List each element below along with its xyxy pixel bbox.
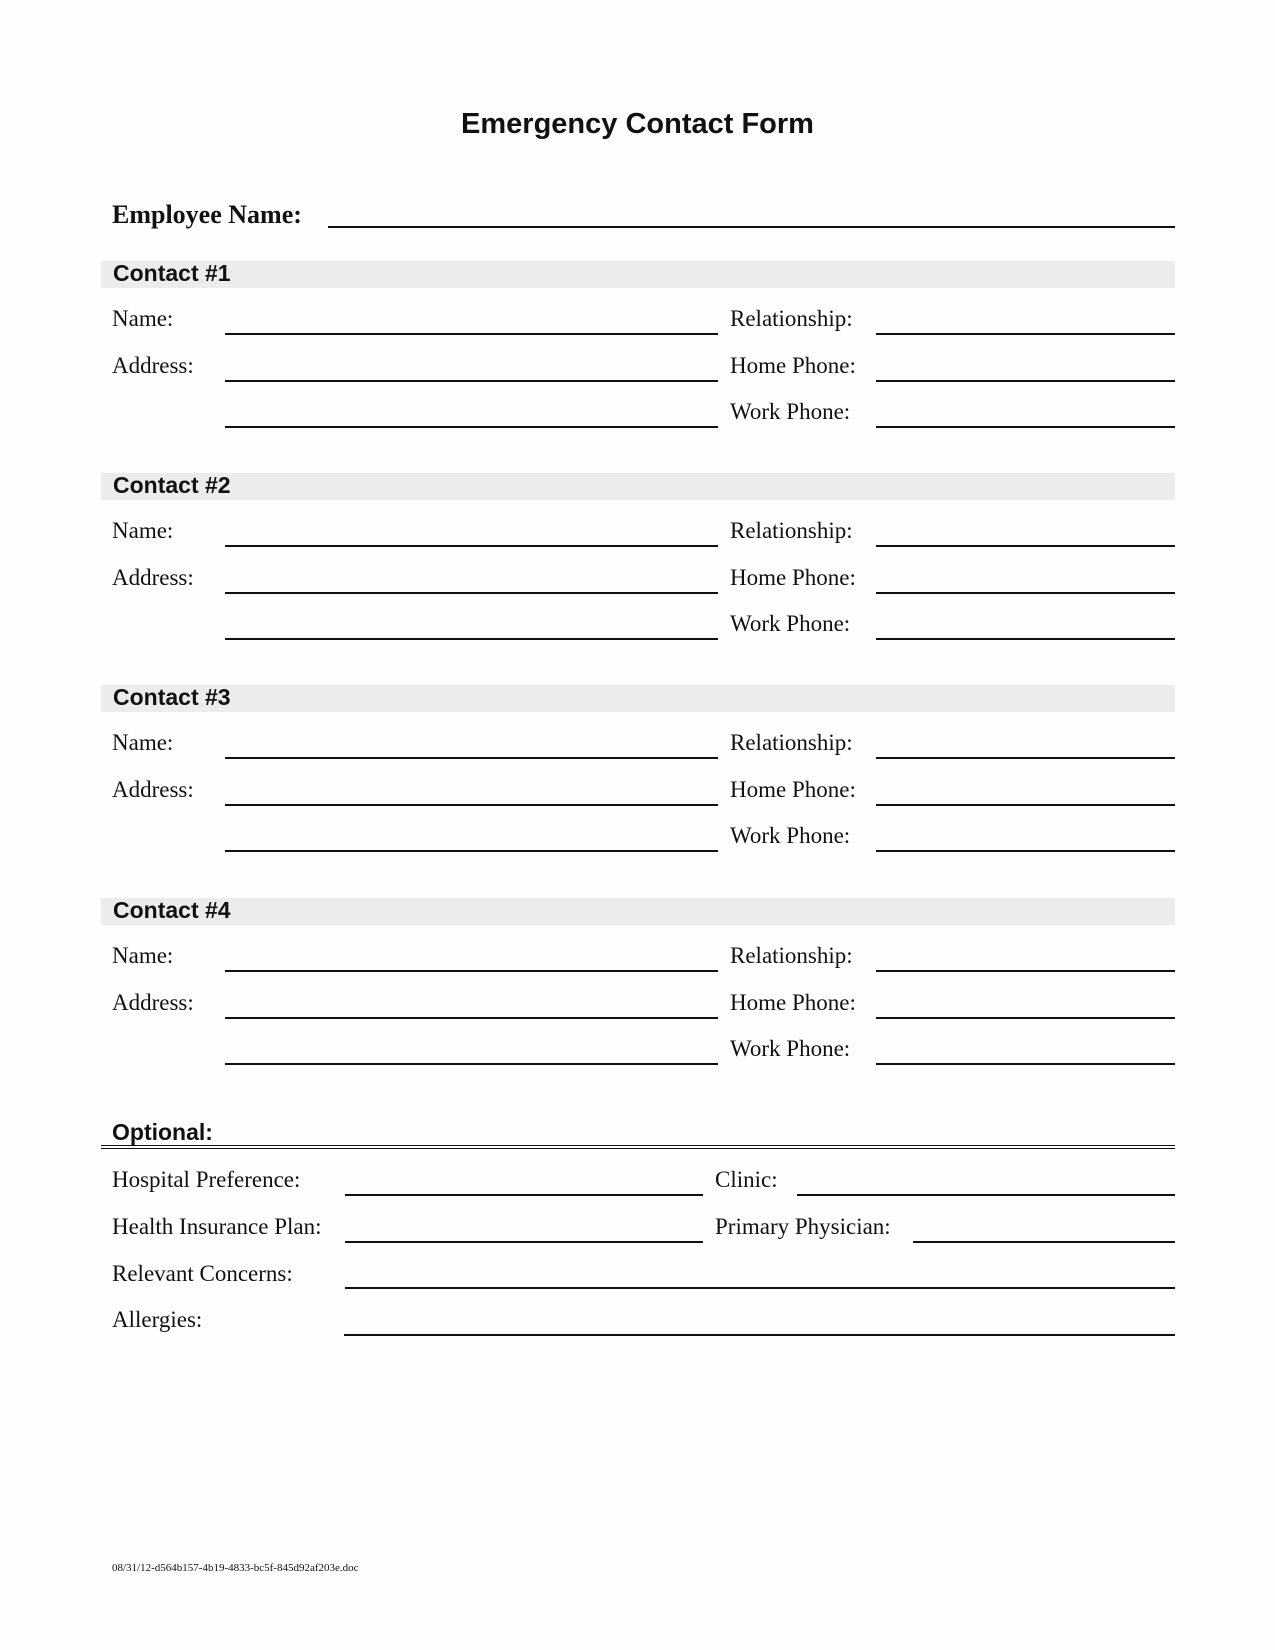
contact-1-name-field[interactable]: [225, 333, 718, 335]
optional-divider: [101, 1145, 1175, 1149]
contact-1-work-phone-label: Work Phone:: [730, 399, 851, 424]
contact-4-address-field[interactable]: [225, 1017, 718, 1019]
contact-4-relationship-label: Relationship:: [730, 943, 853, 968]
contact-3-address-field[interactable]: [225, 804, 718, 806]
contact-2-header: [101, 473, 1175, 500]
employee-name-field[interactable]: [328, 226, 1175, 228]
contact-2-relationship-field[interactable]: [876, 545, 1175, 547]
contact-3-work-phone-label: Work Phone:: [730, 823, 851, 848]
contact-2-home-phone-field[interactable]: [876, 592, 1175, 594]
contact-2-address-field[interactable]: [225, 592, 718, 594]
contact-2-address-line-2-field[interactable]: [225, 638, 718, 640]
contact-2-work-phone-label: Work Phone:: [730, 611, 851, 636]
contact-2-relationship-label: Relationship:: [730, 518, 853, 543]
contact-1-home-phone-field[interactable]: [876, 380, 1175, 382]
primary-physician-label: Primary Physician:: [715, 1214, 891, 1239]
contact-3-home-phone-label: Home Phone:: [730, 777, 856, 802]
contact-1-work-phone-field[interactable]: [876, 426, 1175, 428]
document-footer: 08/31/12-d564b157-4b19-4833-bc5f-845d92af203e.doc: [112, 1562, 359, 1574]
contact-3-address-label: Address:: [112, 777, 194, 802]
contact-3-name-field[interactable]: [225, 757, 718, 759]
contact-4-name-field[interactable]: [225, 970, 718, 972]
contact-3-relationship-label: Relationship:: [730, 730, 853, 755]
hospital-preference-field[interactable]: [345, 1194, 703, 1196]
contact-4-work-phone-field[interactable]: [876, 1063, 1175, 1065]
form-title: Emergency Contact Form: [461, 108, 814, 140]
contact-3-name-label: Name:: [112, 730, 174, 755]
health-insurance-field[interactable]: [345, 1241, 703, 1243]
contact-4-relationship-field[interactable]: [876, 970, 1175, 972]
contact-3-heading: Contact #3: [113, 684, 231, 710]
contact-1-relationship-field[interactable]: [876, 333, 1175, 335]
relevant-concerns-label: Relevant Concerns:: [112, 1261, 293, 1286]
contact-1-address-field[interactable]: [225, 380, 718, 382]
clinic-field[interactable]: [797, 1194, 1175, 1196]
contact-4-address-line-2-field[interactable]: [225, 1063, 718, 1065]
optional-heading: Optional:: [112, 1119, 213, 1145]
contact-1-address-label: Address:: [112, 353, 194, 378]
contact-4-heading: Contact #4: [113, 897, 231, 923]
contact-1-header: [101, 261, 1175, 288]
contact-1-heading: Contact #1: [113, 260, 231, 286]
contact-1-home-phone-label: Home Phone:: [730, 353, 856, 378]
primary-physician-field[interactable]: [913, 1241, 1175, 1243]
contact-3-address-line-2-field[interactable]: [225, 850, 718, 852]
allergies-label: Allergies:: [112, 1307, 203, 1332]
allergies-field[interactable]: [344, 1334, 1175, 1336]
contact-2-name-label: Name:: [112, 518, 174, 543]
contact-4-home-phone-field[interactable]: [876, 1017, 1175, 1019]
contact-1-address-line-2-field[interactable]: [225, 426, 718, 428]
contact-3-relationship-field[interactable]: [876, 757, 1175, 759]
contact-4-header: [101, 898, 1175, 925]
contact-3-home-phone-field[interactable]: [876, 804, 1175, 806]
contact-2-home-phone-label: Home Phone:: [730, 565, 856, 590]
contact-2-work-phone-field[interactable]: [876, 638, 1175, 640]
contact-2-address-label: Address:: [112, 565, 194, 590]
contact-1-relationship-label: Relationship:: [730, 306, 853, 331]
contact-3-header: [101, 685, 1175, 712]
clinic-label: Clinic:: [715, 1167, 778, 1192]
contact-4-work-phone-label: Work Phone:: [730, 1036, 851, 1061]
contact-4-home-phone-label: Home Phone:: [730, 990, 856, 1015]
health-insurance-label: Health Insurance Plan:: [112, 1214, 322, 1239]
contact-4-name-label: Name:: [112, 943, 174, 968]
contact-3-work-phone-field[interactable]: [876, 850, 1175, 852]
hospital-preference-label: Hospital Preference:: [112, 1167, 301, 1192]
contact-1-name-label: Name:: [112, 306, 174, 331]
contact-2-name-field[interactable]: [225, 545, 718, 547]
relevant-concerns-field[interactable]: [345, 1287, 1175, 1289]
contact-2-heading: Contact #2: [113, 472, 231, 498]
contact-4-address-label: Address:: [112, 990, 194, 1015]
employee-name-label: Employee Name:: [112, 200, 302, 229]
